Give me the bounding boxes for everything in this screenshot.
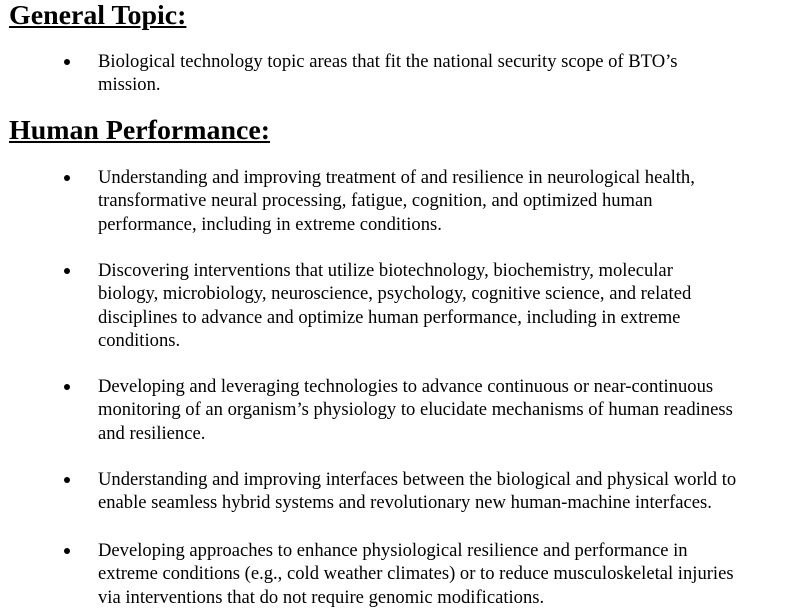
bullet-text (98, 50, 790, 97)
text-line: biology, microbiology, neuroscience, psychology, cognitive science, and related (98, 283, 692, 305)
bullet-dot-icon (64, 59, 70, 65)
bullet-text (98, 375, 790, 445)
text-line: Biological technology topic areas that fit the national security scope of BTO’s (98, 51, 678, 72)
bullet-dot-icon (64, 175, 70, 181)
text-line: extreme conditions (e.g., cold weather climates) or to reduce musculoskeletal injuries (98, 563, 734, 585)
bullet-dot-icon (64, 477, 70, 483)
text-line: via interventions that do not require genomic modifications. (98, 586, 545, 608)
text-line: Developing approaches to enhance physiological resilience and performance in (98, 540, 688, 561)
bullet-text (98, 166, 790, 236)
text-line: transformative neural processing, fatigue, cognition, and optimized human (98, 190, 653, 212)
bullet-dot-icon (64, 268, 70, 274)
text-line: performance, including in extreme conditions. (98, 213, 442, 235)
text-line: monitoring of an organism’s physiology to elucidate mechanisms of human readiness (98, 399, 733, 421)
bullet-dot-icon (64, 548, 70, 554)
text-line: mission. (98, 74, 161, 96)
bullet-text (98, 539, 790, 609)
bullet-text (98, 259, 790, 352)
text-line: enable seamless hybrid systems and revolutionary new human-machine interfaces. (98, 492, 712, 514)
text-line: Discovering interventions that utilize biotechnology, biochemistry, molecular (98, 260, 673, 281)
text-line: Understanding and improving interfaces between the biological and physical world to (98, 469, 737, 490)
text-line: Understanding and improving treatment of and resilience in neurological health, (98, 167, 695, 188)
text-line: conditions. (98, 329, 181, 351)
bullet-text (98, 468, 790, 515)
section-heading-general-topic: General Topic: (9, 0, 187, 31)
text-line: disciplines to advance and optimize human performance, including in extreme (98, 306, 681, 328)
section-heading-human-performance: Human Performance: (9, 115, 271, 146)
text-line: and resilience. (98, 422, 206, 444)
bullet-dot-icon (64, 384, 70, 390)
text-line: Developing and leveraging technologies to advance continuous or near-continuous (98, 376, 714, 397)
